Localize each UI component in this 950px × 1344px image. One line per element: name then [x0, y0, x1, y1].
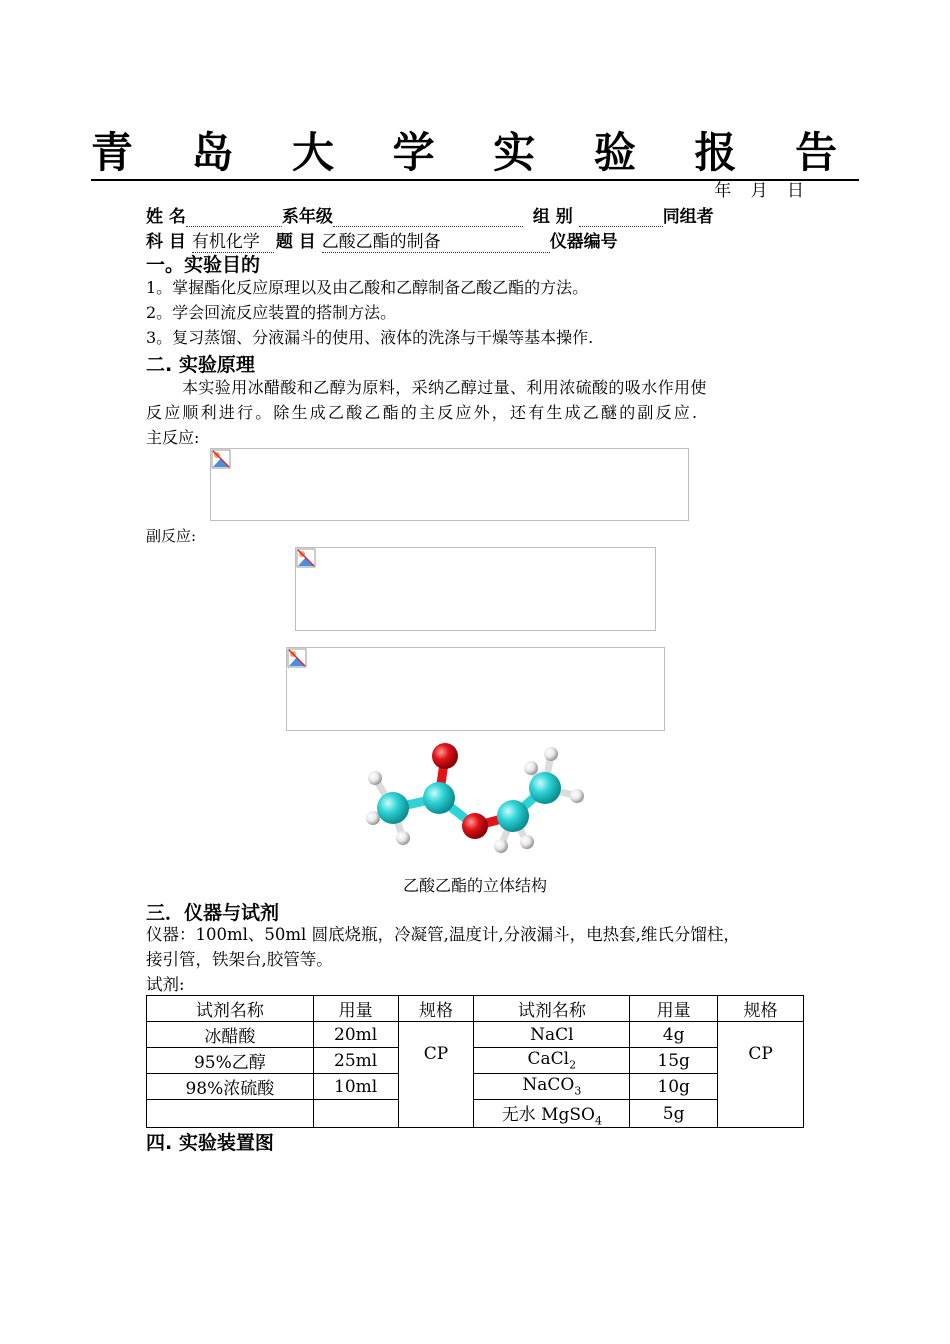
reagent-name — [147, 1100, 314, 1128]
partner-label: 同组者 — [662, 207, 714, 227]
reagent-name: CaCl$_2$ — [474, 1048, 630, 1074]
group-field[interactable] — [579, 208, 663, 227]
reagent-spec-left: CP — [398, 1022, 474, 1128]
reagent-amount — [313, 1100, 398, 1128]
principle-line-2: 反应顺利进行。除生成乙酸乙酯的主反应外，还有生成乙醚的副反应. — [146, 403, 700, 422]
subject-field[interactable]: 有机化学 — [192, 227, 274, 253]
topic-field[interactable]: 乙酸乙酯的制备 — [322, 227, 550, 253]
principle-line-1: 本实验用冰醋酸和乙醇为原料，采纳乙醇过量、利用浓硫酸的吸水作用使 — [182, 378, 707, 397]
reagent-name: 冰醋酸 — [147, 1022, 314, 1048]
reagent-amount: 4g — [630, 1022, 718, 1048]
info-row-1 — [146, 202, 714, 227]
header-cell: 试剂名称 — [474, 996, 630, 1022]
date-line: 年 月 日 — [714, 181, 804, 201]
instruments-line-2: 接引管，铁架台,胶管等。 — [146, 950, 333, 969]
reagent-amount: 20ml — [313, 1022, 398, 1048]
reagent-name: NaCO$_3$ — [474, 1074, 630, 1100]
header-cell: 规格 — [398, 996, 474, 1022]
reagent-amount: 10ml — [313, 1074, 398, 1100]
subject-label: 科 目 — [146, 232, 186, 252]
section-3-heading: 三．仪器与试剂 — [146, 902, 280, 924]
reagent-name: 98%浓硫酸 — [147, 1074, 314, 1100]
broken-image-icon — [211, 449, 231, 469]
section-4-heading: 四. 实验装置图 — [146, 1132, 274, 1154]
name-field[interactable] — [186, 208, 282, 227]
reagent-amount: 10g — [630, 1074, 718, 1100]
table-row — [147, 1074, 804, 1100]
main-reaction-label: 主反应: — [146, 428, 200, 447]
reagent-name: NaCl — [474, 1022, 630, 1048]
reagent-amount: 15g — [630, 1048, 718, 1074]
reagent-spec-right: CP — [718, 1022, 804, 1128]
topic-label: 题 目 — [275, 232, 316, 252]
header-cell: 用量 — [630, 996, 718, 1022]
side-reaction-image-2 — [286, 647, 665, 731]
instruments-line-1: 仪器：100ml、50ml 圆底烧瓶，冷凝管,温度计,分液漏斗，电热套,维氏分馏柱， — [146, 925, 740, 944]
ethyl-acetate-molecule — [355, 738, 595, 868]
group-label: 组 别 — [532, 207, 573, 227]
objective-1: 1。掌握酯化反应原理以及由乙酸和乙醇制备乙酸乙酯的方法。 — [146, 278, 589, 297]
section-2-heading: 二. 实验原理 — [146, 354, 255, 376]
side-reaction-image-1 — [295, 547, 656, 631]
reagent-name: 95%乙醇 — [147, 1048, 314, 1074]
table-row — [147, 1048, 804, 1074]
broken-image-icon — [296, 548, 316, 568]
reagent-name: 无水 MgSO$_4$ — [474, 1100, 630, 1128]
molecule-caption: 乙酸乙酯的立体结构 — [402, 876, 547, 895]
grade-label: 系年级 — [281, 207, 333, 227]
reagent-amount: 25ml — [313, 1048, 398, 1074]
page-title: 青 岛 大 学 实 验 报 告 — [0, 120, 950, 180]
reagent-table — [146, 995, 804, 1128]
instrument-label: 仪器编号 — [549, 232, 618, 252]
main-reaction-image — [210, 448, 689, 521]
objective-2: 2。学会回流反应装置的搭制方法。 — [146, 303, 397, 322]
table-row — [147, 1022, 804, 1048]
name-label: 姓 名 — [146, 207, 186, 227]
header-cell: 用量 — [313, 996, 398, 1022]
reagent-amount: 5g — [630, 1100, 718, 1128]
broken-image-icon — [287, 648, 307, 668]
reagent-label: 试剂: — [146, 975, 185, 994]
header-cell: 试剂名称 — [147, 996, 314, 1022]
header-cell: 规格 — [718, 996, 804, 1022]
section-1-heading: 一。实验目的 — [146, 254, 261, 276]
grade-field[interactable] — [333, 208, 523, 227]
table-header-row — [147, 996, 804, 1022]
objective-3: 3。复习蒸馏、分液漏斗的使用、液体的洗涤与干燥等基本操作. — [146, 328, 594, 347]
side-reaction-label: 副反应: — [146, 527, 197, 545]
table-row — [147, 1100, 804, 1128]
